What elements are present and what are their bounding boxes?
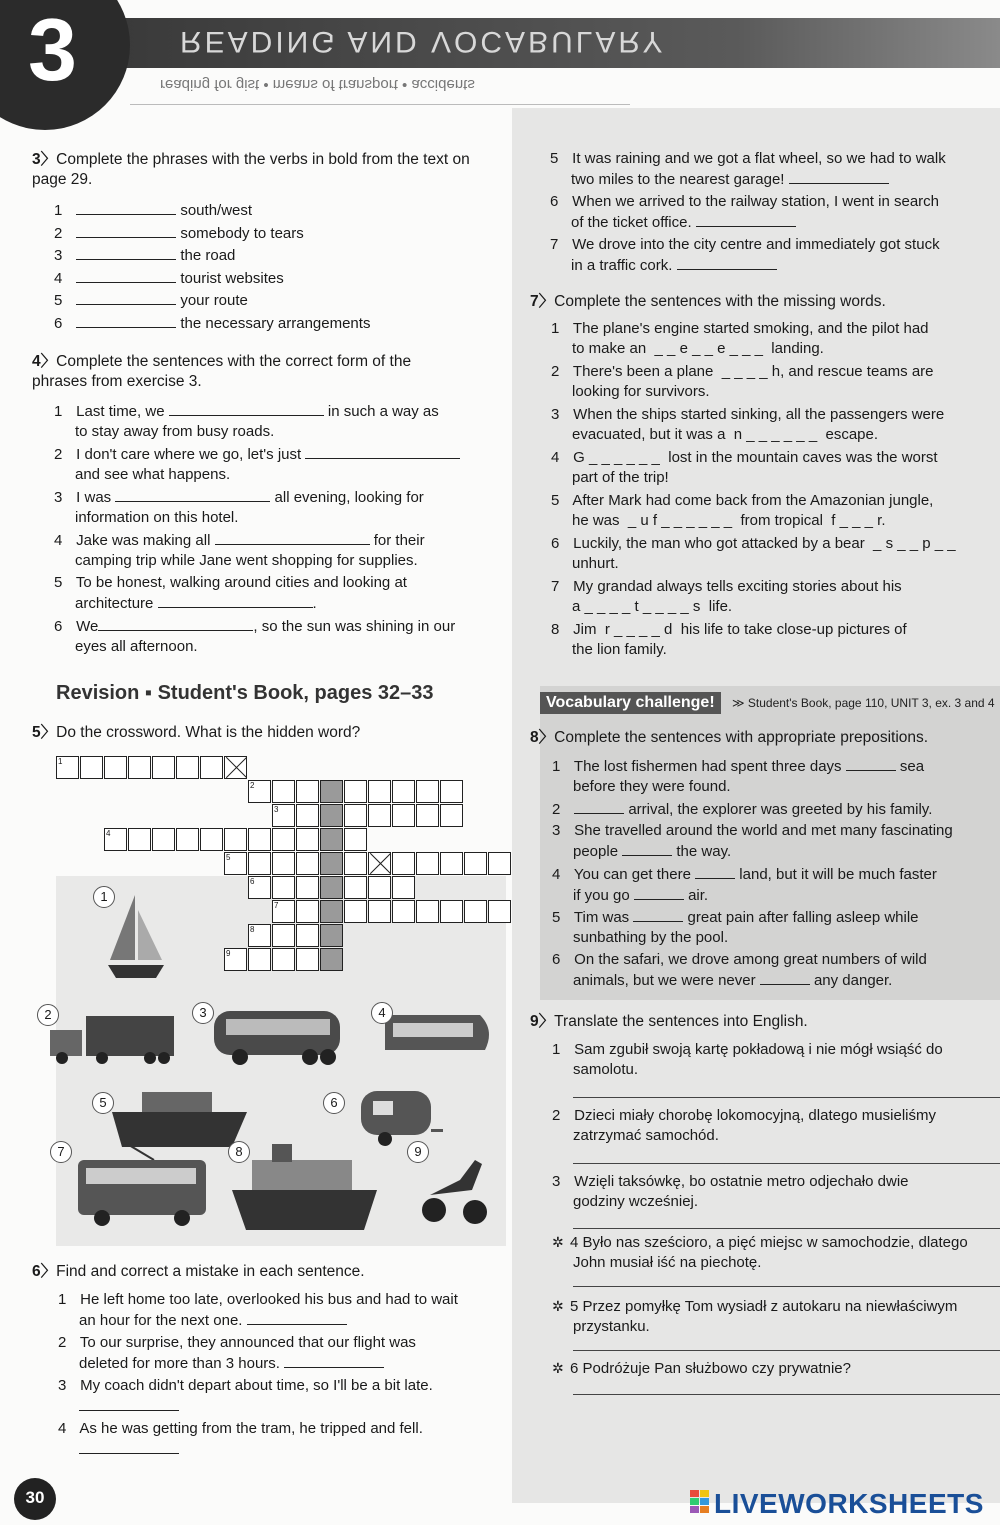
crossword-cell[interactable] — [296, 948, 319, 971]
header-subtitle: reading for gist • means of transport • accidents — [160, 76, 475, 93]
coach-icon — [210, 1005, 345, 1067]
list-item: 2 I don't care where we go, let's just and see what happens. — [54, 444, 504, 487]
crossword-cell[interactable] — [176, 828, 199, 851]
picture-number: 1 — [93, 886, 115, 908]
clue-number: 8 — [250, 925, 255, 934]
list-item: 3 My coach didn't depart about time, so I'll be a bit late. — [58, 1376, 518, 1419]
scooter-icon — [420, 1150, 490, 1232]
header-divider — [130, 104, 630, 105]
list-item: 1 Sam zgubił swoją kartę pokładową i nie mógł wsiąść do samolotu. — [552, 1040, 1000, 1106]
exercise-8-list — [552, 756, 1000, 993]
crossword-cell[interactable] — [344, 852, 367, 875]
crossword-cell[interactable] — [296, 852, 319, 875]
crossword-cell[interactable] — [152, 828, 175, 851]
answer-blank[interactable] — [169, 401, 324, 416]
list-item: 5 To be honest, walking around cities and looking at architecture . — [54, 574, 407, 612]
crossword-cell[interactable] — [344, 876, 367, 899]
crossword-cell[interactable] — [344, 804, 367, 827]
answer-blank[interactable] — [760, 970, 810, 985]
exercise-6-title: 6〉Find and correct a mistake in each sentence. — [32, 1263, 365, 1280]
crossword-cell[interactable] — [224, 852, 247, 875]
answer-blank[interactable] — [634, 885, 684, 900]
crossword-cell[interactable] — [104, 828, 127, 851]
crossword-cell[interactable] — [344, 900, 367, 923]
brand-name: LIVEWORKSHEETS — [714, 1488, 984, 1519]
vocabulary-challenge-reference: ≫ Student's Book, page 110, UNIT 3, ex. 3 and 4 — [732, 696, 995, 710]
list-item: 3 I was all evening, looking for information on this hotel. — [54, 489, 424, 526]
crossword-cell[interactable] — [296, 876, 319, 899]
crossword-cell[interactable] — [488, 852, 511, 875]
picture-number: 2 — [37, 1004, 59, 1026]
list-item: 5 After Mark had come back from the Amazonian jungle, he was _ u f _ _ _ _ _ _ from tropical f _ _ _ r. — [551, 492, 934, 529]
crossword-cell[interactable] — [296, 924, 319, 947]
list-item: ✲ 6 Podróżuje Pan służbowo czy prywatnie? — [552, 1358, 1000, 1398]
crossword-cell[interactable] — [248, 852, 271, 875]
answer-blank[interactable] — [158, 593, 313, 608]
list-item: 5 your route — [54, 292, 248, 310]
list-item: 2 Dzieci miały chorobę lokomocyjną, dlatego musieliśmy zatrzymać samochód. — [552, 1106, 1000, 1172]
crossword-cell[interactable] — [272, 852, 295, 875]
crossword-cell[interactable] — [416, 780, 439, 803]
liveworksheets-logo-icon — [690, 1490, 710, 1514]
picture-number: 6 — [323, 1092, 345, 1114]
picture-number: 7 — [50, 1141, 72, 1163]
answer-blank[interactable] — [633, 907, 683, 922]
list-item: 4 As he was getting from the tram, he tripped and fell. — [58, 1419, 518, 1462]
crossword-cell[interactable] — [440, 780, 463, 803]
star-icon: ✲ — [552, 1234, 564, 1250]
crossword-cell[interactable] — [272, 876, 295, 899]
exercise-9-title: 9〉Translate the sentences into English. — [530, 1013, 808, 1030]
cruise-ship-icon — [232, 1140, 382, 1235]
unit-number: 3 — [28, 0, 77, 99]
crossword-cell[interactable] — [440, 852, 463, 875]
list-item: 5 Tim was great pain after falling asleep while sunbathing by the pool. — [552, 909, 919, 946]
crossword-cell[interactable] — [248, 876, 271, 899]
picture-number: 3 — [192, 1002, 214, 1024]
answer-blank[interactable] — [247, 1310, 347, 1325]
list-item: 4 Jake was making all for their camping trip while Jane went shopping for supplies. — [54, 532, 425, 569]
crossword-cell[interactable] — [320, 828, 343, 851]
crossword-cell[interactable] — [152, 756, 175, 779]
crossword-cell[interactable] — [320, 900, 343, 923]
exercise-7-list — [551, 319, 999, 663]
crossword-cell[interactable] — [296, 780, 319, 803]
list-item: 4 You can get there land, but it will be much faster if you go air. — [552, 866, 937, 904]
answer-blank[interactable] — [98, 616, 253, 631]
list-item: 1 He left home too late, overlooked his bus and had to wait an hour for the next one. — [58, 1291, 458, 1329]
answer-line[interactable] — [573, 1286, 1000, 1287]
answer-blank[interactable] — [695, 864, 735, 879]
crossword-cell[interactable] — [224, 756, 247, 779]
train-icon — [385, 1005, 495, 1060]
answer-blank[interactable] — [76, 200, 176, 215]
truck-icon — [40, 1012, 180, 1067]
crossword-cell[interactable] — [272, 780, 295, 803]
answer-blank[interactable] — [677, 255, 777, 270]
list-item: ✲ 4 Było nas sześcioro, a pięć miejsc w samochodzie, dlatego John musiał iść na piechotę. — [552, 1232, 1000, 1296]
crossword-cell[interactable] — [104, 756, 127, 779]
picture-number: 9 — [407, 1141, 429, 1163]
crossword-cell[interactable] — [464, 900, 487, 923]
answer-line[interactable] — [573, 1394, 1000, 1395]
crossword-cell[interactable] — [440, 804, 463, 827]
trolleybus-icon — [74, 1140, 214, 1230]
list-item: 3 the road — [54, 247, 236, 265]
list-item: ✲ 5 Przez pomyłkę Tom wysiadł z autokaru na niewłaściwym przystanku. — [552, 1296, 1000, 1358]
crossword-cell[interactable] — [344, 828, 367, 851]
crossword-cell[interactable] — [392, 780, 415, 803]
picture-number: 5 — [92, 1092, 114, 1114]
list-item: 3 She travelled around the world and met many fascinating people the way. — [552, 822, 953, 860]
crossword-cell[interactable] — [224, 948, 247, 971]
crossword-cell[interactable] — [416, 804, 439, 827]
list-item: 6 the necessary arrangements — [54, 314, 371, 332]
answer-line[interactable] — [573, 1097, 1000, 1098]
list-item: 4 G _ _ _ _ _ _ lost in the mountain caves was the worst part of the trip! — [551, 449, 938, 486]
crossword-cell[interactable] — [224, 828, 247, 851]
page-number: 30 — [25, 1488, 45, 1507]
exercise-7-title: 7〉Complete the sentences with the missing words. — [530, 293, 886, 310]
answer-line[interactable] — [573, 1350, 1000, 1351]
crossword-cell[interactable] — [128, 828, 151, 851]
exercise-6-list-left — [58, 1290, 518, 1462]
crossword-cell[interactable] — [368, 780, 391, 803]
crossword-cell[interactable] — [416, 900, 439, 923]
answer-blank[interactable] — [696, 212, 796, 227]
answer-blank[interactable] — [79, 1396, 179, 1411]
crossword-cell[interactable] — [368, 900, 391, 923]
answer-blank[interactable] — [789, 169, 889, 184]
crossword-cell[interactable] — [296, 828, 319, 851]
crossword-cell[interactable] — [440, 900, 463, 923]
answer-blank[interactable] — [622, 841, 672, 856]
picture-number: 8 — [228, 1141, 250, 1163]
list-item: 2 arrival, the explorer was greeted by his family. — [552, 801, 933, 818]
answer-blank[interactable] — [215, 530, 370, 545]
crossword-cell[interactable] — [392, 804, 415, 827]
star-icon: ✲ — [552, 1360, 564, 1376]
answer-line[interactable] — [573, 1228, 1000, 1229]
crossword-cell[interactable] — [416, 852, 439, 875]
crossword-cell[interactable] — [392, 876, 415, 899]
list-item: 3 When the ships started sinking, all the passengers were evacuated, but it was a n _ _ _ _ _ _ escape. — [551, 406, 945, 443]
exercise-number: 3 — [32, 151, 41, 168]
crossword-cell[interactable] — [248, 780, 271, 803]
answer-blank[interactable] — [76, 313, 176, 328]
list-item: 1 The lost fishermen had spent three days sea before they were found. — [552, 758, 925, 795]
answer-blank[interactable] — [115, 487, 270, 502]
list-item: 1 Last time, we in such a way as to stay away from busy roads. — [54, 403, 439, 440]
star-icon: ✲ — [552, 1298, 564, 1314]
crossword-cell[interactable] — [56, 756, 79, 779]
list-item: 2 To our surprise, they announced that our flight was deleted for more than 3 hours. — [58, 1334, 416, 1372]
list-item: 7 We drove into the city centre and immediately got stuck in a traffic cork. — [550, 236, 940, 274]
crossword-cell[interactable] — [200, 828, 223, 851]
clue-number: 7 — [274, 901, 279, 910]
crossword-cell[interactable] — [320, 924, 343, 947]
list-item: 4 tourist websites — [54, 269, 284, 287]
crossword-cell[interactable] — [272, 924, 295, 947]
crossword-cell[interactable] — [296, 804, 319, 827]
list-item: 2 somebody to tears — [54, 224, 304, 242]
header-title: READING AND VOCABULARY — [180, 25, 666, 58]
crossword-cell[interactable] — [320, 876, 343, 899]
crossword-cell[interactable] — [320, 948, 343, 971]
crossword-cell[interactable] — [296, 900, 319, 923]
list-item: 8 Jim r _ _ _ _ d his life to take close-up pictures of the lion family. — [551, 621, 907, 658]
clue-number: 4 — [106, 829, 111, 838]
answer-blank[interactable] — [76, 223, 176, 238]
exercise-9-list — [552, 1040, 1000, 1398]
answer-blank[interactable] — [76, 290, 176, 305]
exercise-3-list — [54, 200, 370, 336]
crossword-cell[interactable] — [320, 804, 343, 827]
exercise-instruction: Complete the phrases with the verbs in bold from the text on page 29. — [32, 151, 470, 188]
exercise-4-list — [54, 401, 504, 659]
clue-number: 3 — [274, 805, 279, 814]
list-item: 3 Wzięli taksówkę, bo ostatnie metro odjechało dwie godziny wcześniej. — [552, 1172, 1000, 1232]
answer-line[interactable] — [573, 1163, 1000, 1164]
crossword-cell[interactable] — [272, 804, 295, 827]
answer-blank[interactable] — [284, 1353, 384, 1368]
crossword-cell[interactable] — [248, 828, 271, 851]
exercise-6-list-right — [550, 149, 1000, 278]
list-item: 5 It was raining and we got a flat wheel, so we had to walk two miles to the nearest garage! — [550, 150, 946, 188]
list-item: 7 My grandad always tells exciting stories about his a _ _ _ _ t _ _ _ _ s life. — [551, 578, 902, 615]
crossword-cell[interactable] — [344, 780, 367, 803]
answer-blank[interactable] — [846, 756, 896, 771]
exercise-3-title: 3〉Complete the phrases with the verbs in bold from the text on page 29. — [32, 151, 470, 188]
crossword-cell[interactable] — [368, 804, 391, 827]
revision-heading: Revision ▪ Student's Book, pages 32–33 — [56, 682, 434, 704]
clue-number: 1 — [58, 757, 63, 766]
crossword-cell[interactable] — [176, 756, 199, 779]
exercise-4-title: 4〉Complete the sentences with the correct form of the phrases from exercise 3. — [32, 353, 412, 390]
crossword-cell[interactable] — [272, 948, 295, 971]
list-item: 6 When we arrived to the railway station, I went in search of the ticket office. — [550, 193, 940, 231]
list-item: 2 There's been a plane _ _ _ _ h, and rescue teams are looking for survivors. — [551, 363, 934, 400]
crossword-cell[interactable] — [392, 852, 415, 875]
list-item: 1 south/west — [54, 202, 253, 219]
clue-number: 9 — [226, 949, 231, 958]
crossword-cell[interactable] — [272, 828, 295, 851]
list-item: 6 Luckily, the man who got attacked by a bear _ s _ _ p _ _ unhurt. — [551, 535, 956, 572]
clue-number: 5 — [226, 853, 231, 862]
crossword-cell[interactable] — [320, 852, 343, 875]
crossword-cell[interactable] — [392, 900, 415, 923]
clue-number: 2 — [250, 781, 255, 790]
exercise-5-title: 5〉Do the crossword. What is the hidden word? — [32, 724, 361, 741]
answer-blank[interactable] — [305, 444, 460, 459]
vocabulary-challenge-label: Vocabulary challenge! — [540, 692, 721, 714]
crossword-cell[interactable] — [464, 852, 487, 875]
crossword-cell[interactable] — [248, 924, 271, 947]
crossword-cell[interactable] — [128, 756, 151, 779]
crossword-cell[interactable] — [488, 900, 511, 923]
crossword-cell[interactable] — [320, 780, 343, 803]
picture-number: 4 — [371, 1002, 393, 1024]
crossword-cell[interactable] — [80, 756, 103, 779]
crossword-cell[interactable] — [368, 852, 391, 875]
answer-blank[interactable] — [76, 245, 176, 260]
clue-number: 6 — [250, 877, 255, 886]
crossword-cell[interactable] — [248, 948, 271, 971]
answer-blank[interactable] — [79, 1439, 179, 1454]
list-item: 6 We , so the sun was shining in our eyes all afternoon. — [54, 618, 456, 655]
list-item: 6 On the safari, we drove among great numbers of wild animals, but we were never any danger. — [552, 951, 927, 989]
list-item: 1 The plane's engine started smoking, and the pilot had to make an _ _ e _ _ e _ _ _ landing. — [551, 320, 929, 357]
crossword-cell[interactable] — [200, 756, 223, 779]
exercise-8-title: 8〉Complete the sentences with appropriate prepositions. — [530, 729, 929, 746]
crossword-cell[interactable] — [368, 876, 391, 899]
crossword-cell[interactable] — [272, 900, 295, 923]
answer-blank[interactable] — [76, 268, 176, 283]
answer-blank[interactable] — [574, 799, 624, 814]
